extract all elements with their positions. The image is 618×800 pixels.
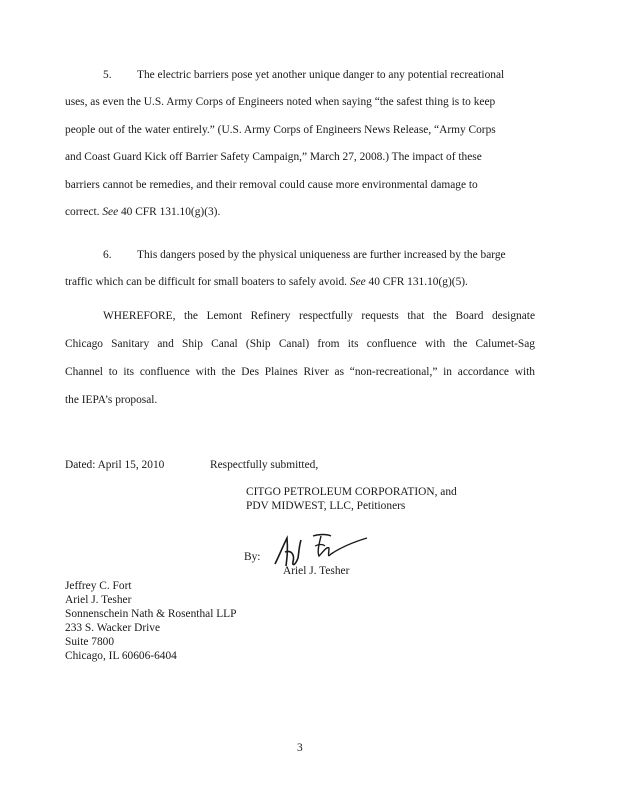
paragraph-line: This dangers posed by the physical uniqueness are further increased by the barge: [137, 249, 506, 261]
paragraph-line: The electric barriers pose yet another unique danger to any potential recreational: [137, 69, 505, 81]
paragraph-line: the IEPA’s proposal.: [65, 394, 158, 406]
counsel-line: Chicago, IL 60606-6404: [65, 650, 177, 662]
paragraph-line: traffic which can be difficult for small boaters to safely avoid. See 40 CFR 131.10(g)(5).: [65, 276, 468, 288]
handwritten-signature: [271, 528, 371, 570]
counsel-line: Suite 7800: [65, 636, 115, 648]
page-number: 3: [297, 742, 303, 754]
paragraph-5-number: 5.: [103, 69, 112, 81]
counsel-line: 233 S. Wacker Drive: [65, 622, 161, 634]
paragraph-line: uses, as even the U.S. Army Corps of Engineers noted when saying “the safest thing is to keep: [65, 96, 496, 108]
counsel-line: Ariel J. Tesher: [65, 594, 132, 606]
counsel-line: Sonnenschein Nath & Rosenthal LLP: [65, 608, 237, 620]
dated-line: Dated: April 15, 2010: [65, 459, 165, 471]
paragraph-line: Chicago Sanitary and Ship Canal (Ship Canal) from its confluence with the Calumet-Sag: [65, 338, 535, 350]
by-label: By:: [244, 551, 261, 563]
party-line-1: CITGO PETROLEUM CORPORATION, and: [246, 486, 457, 498]
paragraph-line: people out of the water entirely.” (U.S. Army Corps of Engineers News Release, “Army Corps: [65, 124, 496, 136]
counsel-line: Jeffrey C. Fort: [65, 580, 132, 592]
paragraph-line: and Coast Guard Kick off Barrier Safety Campaign,” March 27, 2008.) The impact of these: [65, 151, 482, 163]
paragraph-line: WHEREFORE, the Lemont Refinery respectfully requests that the Board designate: [103, 310, 535, 322]
party-line-2: PDV MIDWEST, LLC, Petitioners: [246, 500, 406, 512]
respectfully-submitted: Respectfully submitted,: [210, 459, 319, 471]
paragraph-line: correct. See 40 CFR 131.10(g)(3).: [65, 206, 221, 218]
paragraph-line: barriers cannot be remedies, and their removal could cause more environmental damage to: [65, 179, 478, 191]
signer-name: Ariel J. Tesher: [283, 565, 350, 577]
paragraph-6-number: 6.: [103, 249, 112, 261]
paragraph-line: Channel to its confluence with the Des Plaines River as “non-recreational,” in accordance with: [65, 366, 535, 378]
